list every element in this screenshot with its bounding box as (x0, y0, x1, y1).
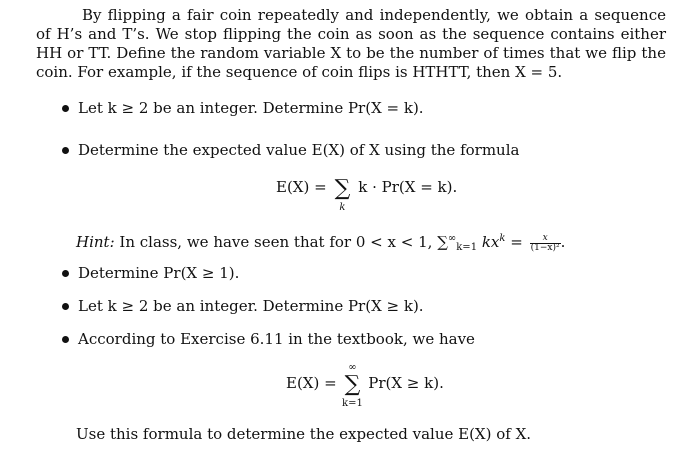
formula-tail-sum (286, 362, 444, 409)
bullet-dot (62, 270, 69, 277)
formula-lhs: E(X) = (286, 374, 337, 392)
formula-lhs: E(X) = (276, 178, 327, 196)
bullet-dot (62, 336, 69, 343)
summation-symbol: ∞ ∑ k=1 (342, 362, 363, 409)
intro-line-1: By flipping a fair coin repeatedly and independently, we obtain a sequence of (36, 6, 666, 43)
closing-instruction: Use this formula to determine the expected value E(X) of X. (76, 425, 532, 443)
bullet-dot (62, 147, 69, 154)
hint-label: Hint: (76, 233, 115, 251)
formula-rhs: Pr(X ≥ k). (368, 374, 444, 392)
hint-fraction (530, 234, 561, 253)
summation-symbol: ∑ k (331, 179, 353, 198)
hint-term-sup: k (499, 233, 506, 244)
bullet-text: Determine Pr(X ≥ 1). (78, 264, 240, 282)
bullet-item-2 (62, 141, 662, 161)
formula-expectation (276, 176, 458, 213)
hint-line (76, 229, 565, 257)
bullet-dot (62, 105, 69, 112)
intro-line-4: if the sequence of coin flips is HTHTT, then X = 5. (181, 63, 563, 81)
intro-line-2: H’s and T’s. We stop flipping the coin as soon as the sequence contains either HH or TT. (36, 25, 666, 62)
bullet-text: Let k ≥ 2 be an integer. Determine Pr(X = k). (78, 99, 424, 117)
hint-end: . (560, 233, 566, 251)
bullet-text: Determine the expected value E(X) of X using the formula (78, 141, 520, 159)
hint-text: In class, we have seen that for 0 < x < 1, (119, 233, 433, 251)
bullet-text: Let k ≥ 2 be an integer. Determine Pr(X ≥ k). (78, 297, 424, 315)
summation-subscript: k (339, 202, 346, 213)
summation-subscript: k=1 (342, 398, 363, 409)
bullet-item-5 (62, 330, 662, 350)
bullet-item-1 (62, 99, 662, 119)
hint-sum-sup: ∞ (447, 233, 457, 244)
fraction-denominator: (1−x)² (530, 242, 560, 253)
hint-sum: ∑ (437, 233, 448, 251)
summation-superscript: ∞ (348, 362, 357, 373)
intro-line-3: Define the random variable X to be the number of times that we flip the coin. For example, (36, 44, 666, 81)
hint-sum-sub: k=1 (456, 242, 478, 253)
formula-rhs: k · Pr(X = k). (358, 178, 458, 196)
bullet-item-3 (62, 264, 662, 284)
bullet-text: According to Exercise 6.11 in the textbook, we have (78, 330, 475, 348)
hint-equals: = (510, 233, 523, 251)
intro-paragraph (36, 6, 666, 82)
bullet-item-4 (62, 297, 662, 317)
hint-term: kx (481, 233, 500, 251)
bullet-dot (62, 303, 69, 310)
fraction-numerator: x (530, 234, 561, 244)
